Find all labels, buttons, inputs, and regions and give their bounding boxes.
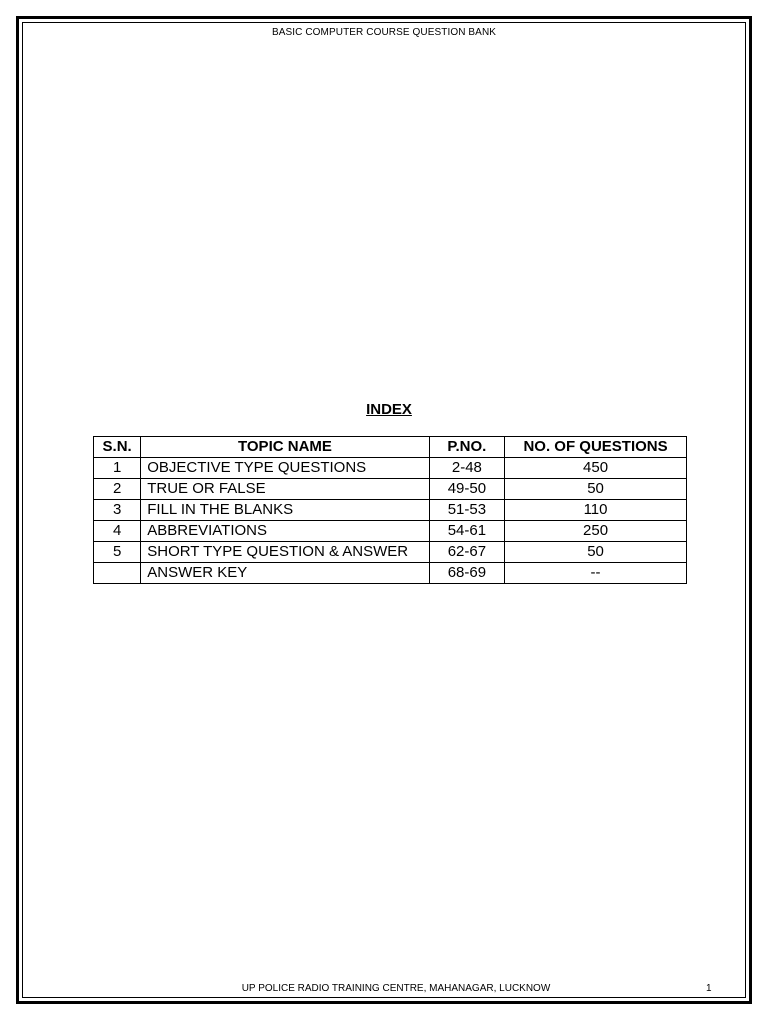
index-title: INDEX: [366, 401, 412, 418]
table-row: [94, 521, 687, 542]
cell-page-no: 49-50: [429, 479, 504, 500]
cell-questions: --: [505, 563, 687, 584]
page-footer: UP POLICE RADIO TRAINING CENTRE, MAHANAGAR, LUCKNOW: [241, 983, 551, 994]
cell-sn: 5: [94, 542, 141, 563]
cell-sn: 4: [94, 521, 141, 542]
table-row: [94, 563, 687, 584]
cell-topic: ANSWER KEY: [141, 563, 429, 584]
cell-questions: 110: [505, 500, 687, 521]
page-header: BASIC COMPUTER COURSE QUESTION BANK: [271, 27, 497, 38]
cell-sn: 2: [94, 479, 141, 500]
table-row: [94, 479, 687, 500]
header-page-no: P.NO.: [429, 437, 504, 458]
cell-page-no: 62-67: [429, 542, 504, 563]
cell-topic: TRUE OR FALSE: [141, 479, 429, 500]
cell-sn: 1: [94, 458, 141, 479]
cell-sn: [94, 563, 141, 584]
page-number: 1: [706, 983, 712, 994]
index-table: [93, 436, 687, 584]
header-no-of-questions: NO. OF QUESTIONS: [505, 437, 687, 458]
header-topic-name: TOPIC NAME: [141, 437, 429, 458]
cell-page-no: 51-53: [429, 500, 504, 521]
cell-questions: 50: [505, 479, 687, 500]
table-row: [94, 542, 687, 563]
table-header-row: [94, 437, 687, 458]
cell-topic: SHORT TYPE QUESTION & ANSWER: [141, 542, 429, 563]
cell-sn: 3: [94, 500, 141, 521]
cell-page-no: 54-61: [429, 521, 504, 542]
table-row: [94, 500, 687, 521]
table-row: [94, 458, 687, 479]
cell-questions: 250: [505, 521, 687, 542]
cell-questions: 50: [505, 542, 687, 563]
cell-topic: ABBREVIATIONS: [141, 521, 429, 542]
cell-page-no: 68-69: [429, 563, 504, 584]
cell-page-no: 2-48: [429, 458, 504, 479]
header-sn: S.N.: [94, 437, 141, 458]
cell-topic: OBJECTIVE TYPE QUESTIONS: [141, 458, 429, 479]
cell-topic: FILL IN THE BLANKS: [141, 500, 429, 521]
cell-questions: 450: [505, 458, 687, 479]
